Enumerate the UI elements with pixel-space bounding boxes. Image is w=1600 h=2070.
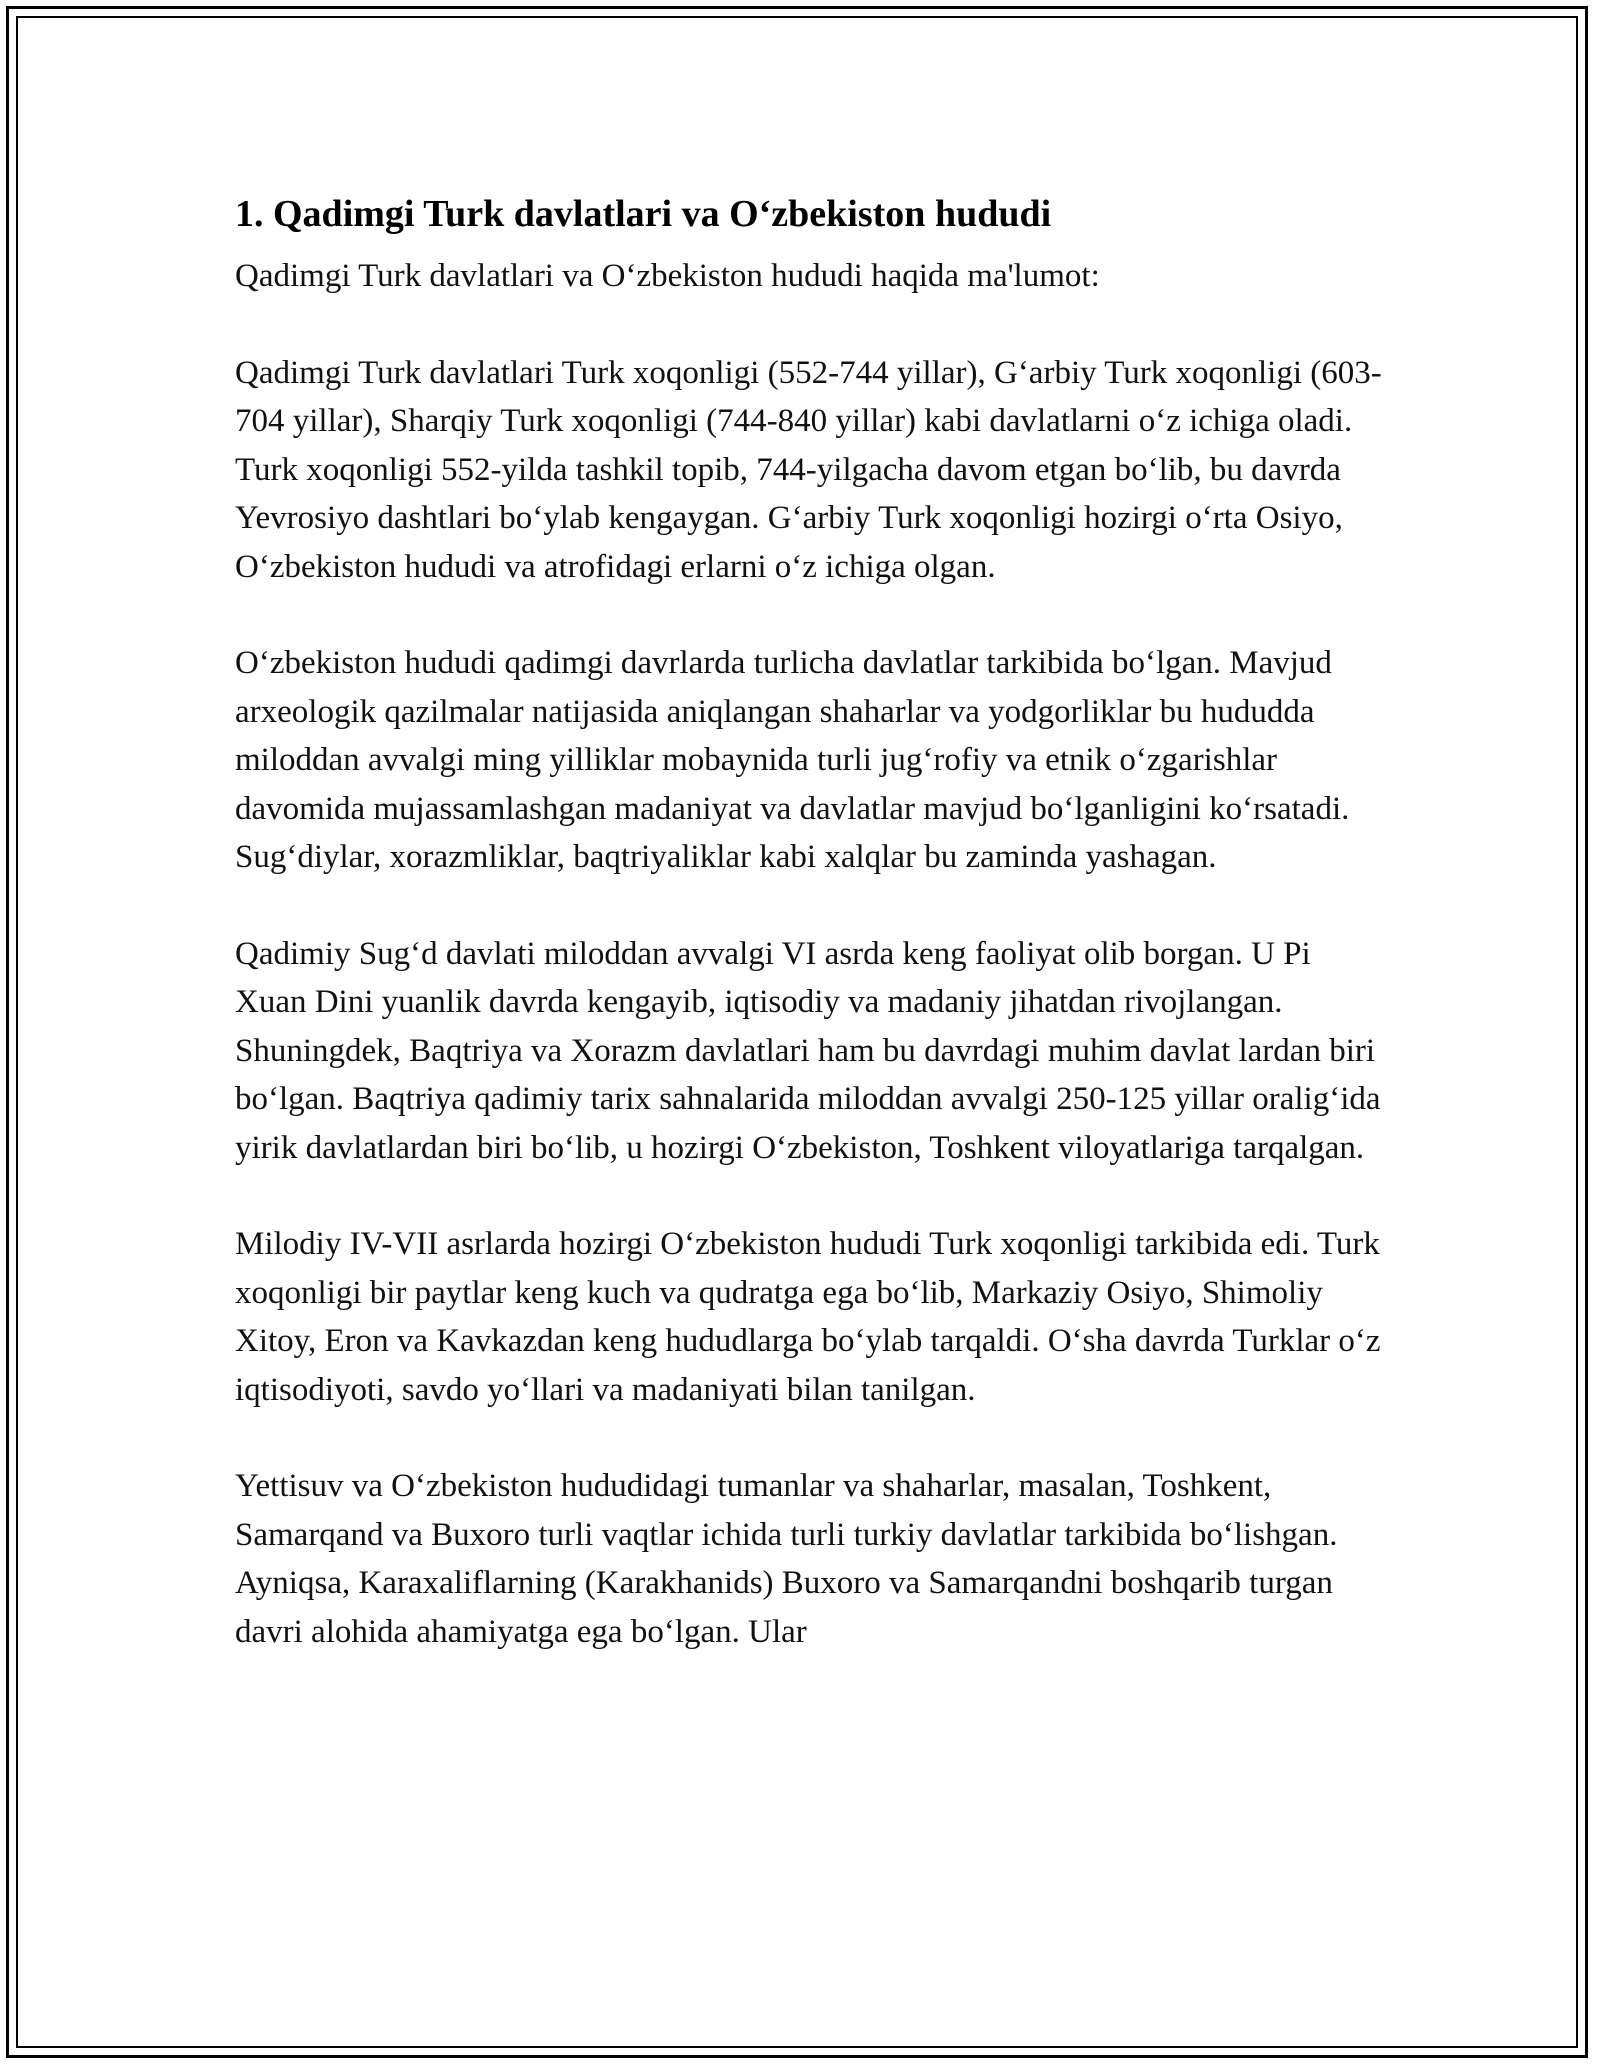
paragraph-turk-khaganate: Milodiy IV-VII asrlarda hozirgi O‘zbekiston hududi Turk xoqonligi tarkibida edi. Turk xoqonligi bir paytlar keng kuch va qudratga ega bo‘lib, Markaziy Osiyo, Shimoliy Xitoy, Eron va Kavkazdan keng hududlarga bo‘ylab tarqaldi. O‘sha davrda Turklar o‘z iqtisodiyoti, savdo yo‘llari va madaniyati bilan tanilgan. bbox=[235, 1226, 1381, 1408]
section-heading: 1. Qadimgi Turk davlatlari va O‘zbekiston hududi bbox=[235, 193, 1052, 235]
paragraph-turk-states: Qadimgi Turk davlatlari Turk xoqonligi (552-744 yillar), G‘arbiy Turk xoqonligi (603-704 yillar), Sharqiy Turk xoqonligi (744-840 yillar) kabi davlatlarni o‘z ichiga oladi. Turk xoqonligi 552-yilda tashkil topib, 744-yilgacha davom etgan bo‘lib, bu davrda Yevrosiyo dashtlari bo‘ylab kengaygan. G‘arbiy Turk xoqonligi hozirgi o‘rta Osiyo, O‘zbekiston hududi va atrofidagi erlarni o‘z ichiga olgan. bbox=[235, 354, 1382, 585]
intro-paragraph: Qadimgi Turk davlatlari va O‘zbekiston hududi haqida ma'lumot: bbox=[235, 258, 1100, 294]
paragraph-uzbekistan-territory: O‘zbekiston hududi qadimgi davrlarda turlicha davlatlar tarkibida bo‘lgan. Mavjud arxeologik qazilmalar natijasida aniqlangan shaharlar va yodgorliklar bu hududda miloddan avvalgi ming yilliklar mobaynida turli jug‘rofiy va etnik o‘zgarishlar davomida mujassamlashgan madaniyat va davlatlar mavjud bo‘lganligini ko‘rsatadi. Sug‘diylar, xorazmliklar, baqtriyaliklar kabi xalqlar bu zaminda yashagan. bbox=[235, 645, 1350, 875]
paragraph-sogdiana-bactria: Qadimiy Sug‘d davlati miloddan avvalgi VI asrda keng faoliyat olib borgan. U Pi Xuan Dini yuanlik davrda kengayib, iqtisodiy va madaniy jihatdan rivojlangan. Shuningdek, Baqtriya va Xorazm davlatlari ham bu davrdagi muhim davlat lardan biri bo‘lgan. Baqtriya qadimiy tarix sahnalarida miloddan avvalgi 250-125 yillar oralig‘ida yirik davlatlardan biri bo‘lib, u hozirgi O‘zbekiston, Toshkent viloyatlariga tarqalgan. bbox=[235, 935, 1381, 1166]
paragraph-cities: Yettisuv va O‘zbekiston hududidagi tumanlar va shaharlar, masalan, Toshkent, Samarqand va Buxoro turli vaqtlar ichida turli turkiy davlatlar tarkibida bo‘lishgan. Ayniqsa, Karaxaliflarning (Karakhanids) Buxoro va Samarqandni boshqarib turgan davri alohida ahamiyatga ega bo‘lgan. Ular bbox=[235, 1468, 1338, 1650]
document-body bbox=[235, 188, 1385, 1656]
